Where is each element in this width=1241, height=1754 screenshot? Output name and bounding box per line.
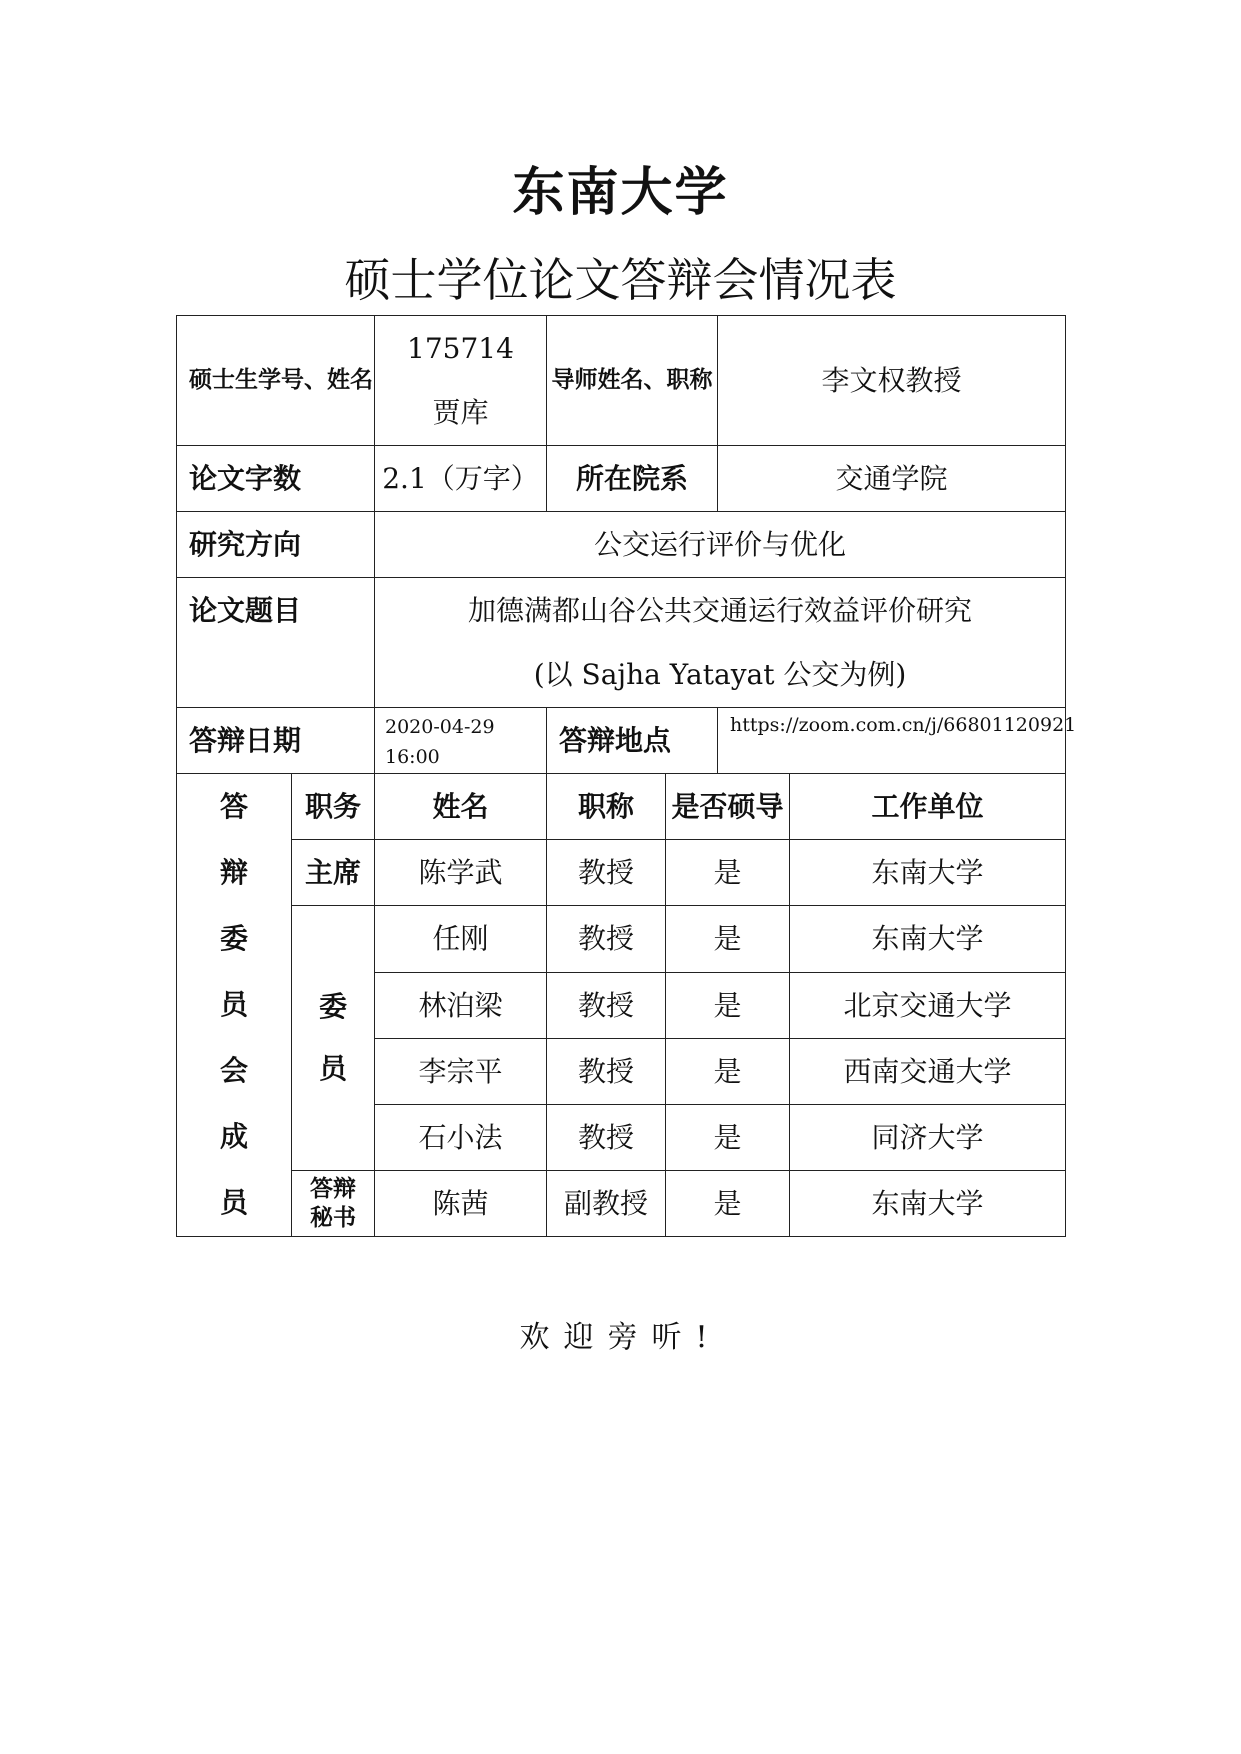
student-name: 贾库: [432, 395, 489, 429]
welcome-footer: 欢迎旁听!: [519, 1320, 722, 1355]
member-title: 副教授: [547, 1171, 666, 1237]
role-member-char: 委: [318, 990, 347, 1023]
member-supervisor: 是: [666, 1171, 790, 1237]
member-name: 任刚: [375, 906, 547, 973]
col-header-role: 职务: [292, 774, 375, 840]
col-header-unit: 工作单位: [790, 774, 1066, 840]
committee-side-label: [177, 774, 292, 1237]
member-unit: 东南大学: [790, 1171, 1066, 1237]
col-header-name: 姓名: [375, 774, 547, 840]
table-row: [177, 840, 1066, 906]
member-supervisor: 是: [666, 1105, 790, 1171]
committee-side-char: 答: [219, 790, 248, 823]
role-member: [292, 906, 375, 1171]
member-unit: 同济大学: [790, 1105, 1066, 1171]
member-supervisor: 是: [666, 1039, 790, 1105]
research-direction-value: 公交运行评价与优化: [375, 512, 1066, 578]
research-direction-label: 研究方向: [177, 512, 375, 578]
committee-side-char: 辩: [219, 856, 248, 889]
role-chair: 主席: [292, 840, 375, 906]
defense-date-cell: [375, 708, 547, 774]
row-research-direction: [177, 512, 1066, 578]
role-secretary: [292, 1171, 375, 1237]
role-secretary-line: 答辩: [310, 1175, 356, 1202]
member-name: 陈学武: [375, 840, 547, 906]
table-row: [177, 906, 1066, 973]
member-name: 陈茜: [375, 1171, 547, 1237]
department-label: 所在院系: [547, 446, 718, 512]
row-student-advisor: [177, 316, 1066, 446]
member-title: 教授: [547, 973, 666, 1039]
committee-side-char: 员: [219, 1186, 248, 1219]
role-member-char: 员: [318, 1052, 347, 1085]
member-title: 教授: [547, 906, 666, 973]
committee-side-char: 员: [219, 988, 248, 1021]
word-count-label: 论文字数: [177, 446, 375, 512]
member-unit: 东南大学: [790, 906, 1066, 973]
student-id: 175714: [407, 331, 514, 365]
member-title: 教授: [547, 840, 666, 906]
member-name: 林泊梁: [375, 973, 547, 1039]
defense-location-link[interactable]: https://zoom.com.cn/j/66801120921: [718, 708, 1066, 774]
role-secretary-line: 秘书: [310, 1204, 356, 1231]
defense-time: 16:00: [385, 746, 440, 768]
thesis-title-line1: 加德满都山谷公共交通运行效益评价研究: [468, 593, 973, 627]
member-title: 教授: [547, 1105, 666, 1171]
university-title: 东南大学: [512, 163, 729, 223]
member-supervisor: 是: [666, 973, 790, 1039]
form-title: 硕士学位论文答辩会情况表: [344, 253, 897, 307]
member-unit: 北京交通大学: [790, 973, 1066, 1039]
committee-header-row: [177, 774, 1066, 840]
student-cell: [375, 316, 547, 446]
defense-date-label: 答辩日期: [177, 708, 375, 774]
defense-date: 2020-04-29: [385, 716, 495, 738]
member-supervisor: 是: [666, 906, 790, 973]
member-name: 李宗平: [375, 1039, 547, 1105]
member-unit: 东南大学: [790, 840, 1066, 906]
thesis-title-cell: [375, 578, 1066, 708]
thesis-title-line2: (以 Sajha Yatayat 公交为例): [533, 657, 907, 691]
member-name: 石小法: [375, 1105, 547, 1171]
row-thesis-title: [177, 578, 1066, 708]
defense-info-table: [176, 315, 1077, 1237]
col-header-supervisor: 是否硕导: [666, 774, 790, 840]
student-label: 硕士生学号、姓名: [177, 316, 375, 446]
table-row: [177, 1171, 1066, 1237]
row-date-location: [177, 708, 1066, 774]
word-count-value: 2.1（万字）: [375, 446, 547, 512]
department-value: 交通学院: [718, 446, 1066, 512]
advisor-value: 李文权教授: [718, 316, 1066, 446]
member-supervisor: 是: [666, 840, 790, 906]
row-wordcount-department: [177, 446, 1066, 512]
committee-side-char: 成: [219, 1120, 248, 1153]
thesis-title-label: 论文题目: [177, 578, 375, 708]
member-title: 教授: [547, 1039, 666, 1105]
defense-location-label: 答辩地点: [547, 708, 718, 774]
committee-side-char: 委: [219, 922, 248, 955]
advisor-label: 导师姓名、职称: [547, 316, 718, 446]
committee-side-char: 会: [219, 1054, 248, 1087]
col-header-title: 职称: [547, 774, 666, 840]
member-unit: 西南交通大学: [790, 1039, 1066, 1105]
